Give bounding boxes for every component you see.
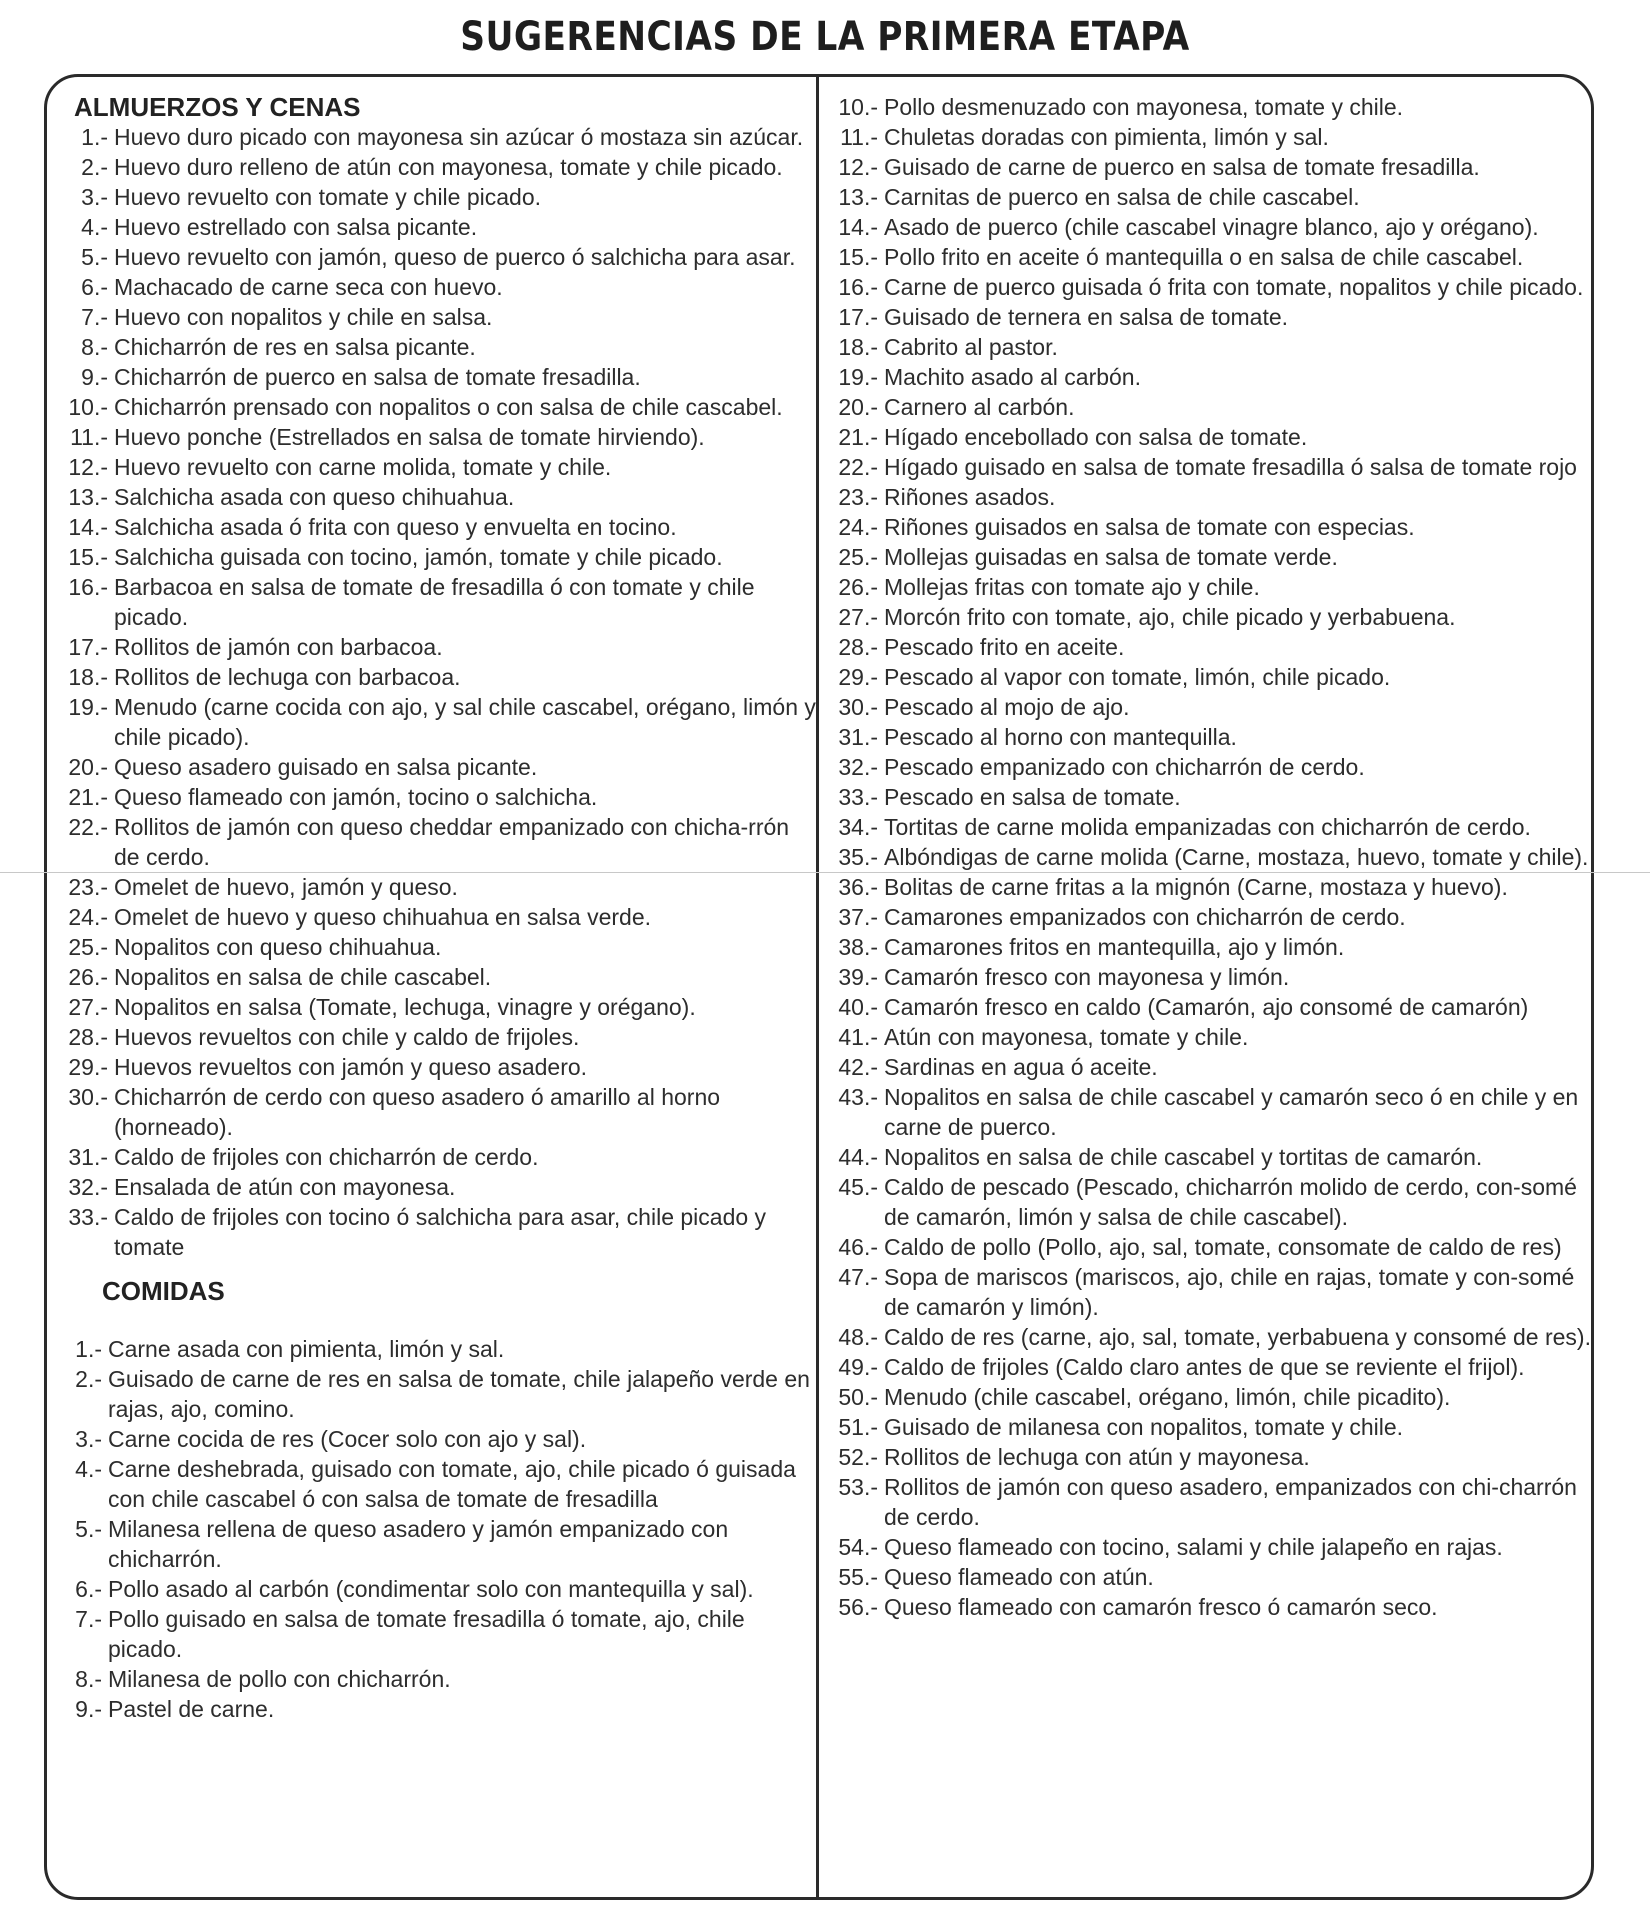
item-text: Caldo de frijoles con tocino ó salchicha para asar, chile picado y tomate xyxy=(114,1204,767,1260)
item-number: 20.- xyxy=(838,394,878,420)
item-number: 52.- xyxy=(838,1444,878,1470)
item-number: 22.- xyxy=(68,814,108,840)
item-text: Pollo frito en aceite ó mantequilla o en salsa de chile cascabel. xyxy=(884,244,1524,270)
item-number: 10.- xyxy=(68,394,108,420)
item-text: Rollitos de jamón con queso asadero, empanizados con chi-charrón de cerdo. xyxy=(884,1474,1577,1530)
list-item xyxy=(50,1334,816,1364)
item-number: 53.- xyxy=(838,1474,878,1500)
item-number: 8.- xyxy=(75,1666,102,1692)
item-text: Cabrito al pastor. xyxy=(884,334,1058,360)
comidas-list xyxy=(50,1334,816,1724)
item-number: 35.- xyxy=(838,844,878,870)
item-number: 19.- xyxy=(838,364,878,390)
item-number: 17.- xyxy=(68,634,108,660)
item-number: 4.- xyxy=(75,1456,102,1482)
list-item xyxy=(822,992,1592,1022)
item-number: 56.- xyxy=(838,1594,878,1620)
item-number: 29.- xyxy=(838,664,878,690)
item-number: 14.- xyxy=(68,514,108,540)
list-item xyxy=(50,1454,816,1514)
item-text: Sardinas en agua ó aceite. xyxy=(884,1054,1158,1080)
item-text: Mollejas fritas con tomate ajo y chile. xyxy=(884,574,1260,600)
list-item xyxy=(50,302,816,332)
item-number: 28.- xyxy=(68,1024,108,1050)
list-item xyxy=(822,92,1592,122)
list-item xyxy=(50,332,816,362)
list-item xyxy=(822,392,1592,422)
list-item xyxy=(50,782,816,812)
item-text: Guisado de carne de puerco en salsa de tomate fresadilla. xyxy=(884,154,1480,180)
list-item xyxy=(822,632,1592,662)
item-number: 49.- xyxy=(838,1354,878,1380)
list-item xyxy=(822,1532,1592,1562)
item-text: Guisado de carne de res en salsa de tomate, chile jalapeño verde en rajas, ajo, comino. xyxy=(108,1366,810,1422)
item-text: Chicharrón prensado con nopalitos o con salsa de chile cascabel. xyxy=(114,394,783,420)
item-number: 44.- xyxy=(838,1144,878,1170)
item-number: 38.- xyxy=(838,934,878,960)
list-item xyxy=(822,152,1592,182)
list-item xyxy=(822,302,1592,332)
item-number: 32.- xyxy=(838,754,878,780)
item-number: 3.- xyxy=(75,1426,102,1452)
comidas-continued-list xyxy=(822,92,1592,1622)
item-number: 22.- xyxy=(838,454,878,480)
item-number: 16.- xyxy=(838,274,878,300)
item-number: 55.- xyxy=(838,1564,878,1590)
item-number: 23.- xyxy=(838,484,878,510)
list-item xyxy=(822,932,1592,962)
item-text: Camarón fresco en caldo (Camarón, ajo consomé de camarón) xyxy=(884,994,1529,1020)
item-number: 12.- xyxy=(838,154,878,180)
item-text: Caldo de res (carne, ajo, sal, tomate, yerbabuena y consomé de res). xyxy=(884,1324,1591,1350)
list-item xyxy=(822,122,1592,152)
item-number: 54.- xyxy=(838,1534,878,1560)
item-text: Pastel de carne. xyxy=(108,1696,275,1722)
item-number: 24.- xyxy=(68,904,108,930)
item-number: 45.- xyxy=(838,1174,878,1200)
list-item xyxy=(822,1022,1592,1052)
item-text: Nopalitos en salsa de chile cascabel y tortitas de camarón. xyxy=(884,1144,1483,1170)
item-number: 18.- xyxy=(68,664,108,690)
list-item xyxy=(50,872,816,902)
list-item xyxy=(822,1082,1592,1142)
item-text: Milanesa rellena de queso asadero y jamón empanizado con chicharrón. xyxy=(108,1516,729,1572)
list-item xyxy=(822,542,1592,572)
item-text: Menudo (chile cascabel, orégano, limón, chile picadito). xyxy=(884,1384,1451,1410)
item-text: Rollitos de lechuga con atún y mayonesa. xyxy=(884,1444,1310,1470)
list-item xyxy=(50,1424,816,1454)
list-item xyxy=(822,752,1592,782)
item-text: Nopalitos en salsa de chile cascabel. xyxy=(114,964,492,990)
list-item xyxy=(822,692,1592,722)
list-item xyxy=(822,662,1592,692)
item-text: Hígado encebollado con salsa de tomate. xyxy=(884,424,1308,450)
item-text: Queso flameado con atún. xyxy=(884,1564,1154,1590)
right-column xyxy=(822,92,1592,1622)
list-item xyxy=(50,932,816,962)
almuerzos-list xyxy=(50,122,816,1262)
item-text: Caldo de pescado (Pescado, chicharrón molido de cerdo, con-somé de camarón, limón y salsa de chile cascabel). xyxy=(884,1174,1577,1230)
item-number: 47.- xyxy=(838,1264,878,1290)
item-text: Chicharrón de puerco en salsa de tomate fresadilla. xyxy=(114,364,641,390)
list-item xyxy=(822,512,1592,542)
item-text: Carne de puerco guisada ó frita con tomate, nopalitos y chile picado. xyxy=(884,274,1584,300)
item-text: Huevo revuelto con tomate y chile picado. xyxy=(114,184,542,210)
item-number: 42.- xyxy=(838,1054,878,1080)
item-number: 7.- xyxy=(75,1606,102,1632)
item-number: 23.- xyxy=(68,874,108,900)
list-item xyxy=(822,1412,1592,1442)
list-item xyxy=(50,1514,816,1574)
list-item xyxy=(822,812,1592,842)
list-item xyxy=(50,422,816,452)
item-text: Tortitas de carne molida empanizadas con chicharrón de cerdo. xyxy=(884,814,1531,840)
list-item xyxy=(822,1472,1592,1532)
list-item xyxy=(822,1322,1592,1352)
list-item xyxy=(822,782,1592,812)
item-text: Camarones fritos en mantequilla, ajo y limón. xyxy=(884,934,1345,960)
list-item xyxy=(822,272,1592,302)
item-text: Queso flameado con tocino, salami y chile jalapeño en rajas. xyxy=(884,1534,1503,1560)
item-text: Machito asado al carbón. xyxy=(884,364,1141,390)
list-item xyxy=(822,1592,1592,1622)
item-text: Caldo de pollo (Pollo, ajo, sal, tomate, consomate de caldo de res) xyxy=(884,1234,1562,1260)
list-item xyxy=(50,272,816,302)
item-text: Camarones empanizados con chicharrón de cerdo. xyxy=(884,904,1406,930)
item-text: Queso flameado con jamón, tocino o salchicha. xyxy=(114,784,598,810)
item-text: Pescado al vapor con tomate, limón, chile picado. xyxy=(884,664,1391,690)
list-item xyxy=(50,482,816,512)
list-item xyxy=(50,452,816,482)
list-item xyxy=(50,1022,816,1052)
list-item xyxy=(50,692,816,752)
left-column xyxy=(50,92,816,1724)
list-item xyxy=(822,452,1592,482)
item-text: Pescado al mojo de ajo. xyxy=(884,694,1130,720)
item-number: 39.- xyxy=(838,964,878,990)
page-title: SUGERENCIAS DE LA PRIMERA ETAPA xyxy=(460,14,1190,60)
list-item xyxy=(822,1562,1592,1592)
list-item xyxy=(822,1052,1592,1082)
item-text: Carnero al carbón. xyxy=(884,394,1075,420)
item-number: 29.- xyxy=(68,1054,108,1080)
item-number: 33.- xyxy=(68,1204,108,1230)
item-number: 26.- xyxy=(68,964,108,990)
item-number: 34.- xyxy=(838,814,878,840)
item-number: 6.- xyxy=(81,274,108,300)
item-text: Omelet de huevo y queso chihuahua en salsa verde. xyxy=(114,904,652,930)
list-item xyxy=(50,662,816,692)
item-number: 11.- xyxy=(840,124,878,150)
list-item xyxy=(822,212,1592,242)
list-item xyxy=(822,362,1592,392)
item-number: 32.- xyxy=(68,1174,108,1200)
item-text: Omelet de huevo, jamón y queso. xyxy=(114,874,458,900)
item-text: Huevos revueltos con chile y caldo de frijoles. xyxy=(114,1024,580,1050)
item-text: Huevo duro relleno de atún con mayonesa, tomate y chile picado. xyxy=(114,154,783,180)
item-text: Guisado de ternera en salsa de tomate. xyxy=(884,304,1289,330)
almuerzos-heading: ALMUERZOS Y CENAS xyxy=(74,92,361,122)
item-number: 30.- xyxy=(838,694,878,720)
item-text: Salchicha guisada con tocino, jamón, tomate y chile picado. xyxy=(114,544,723,570)
item-number: 3.- xyxy=(81,184,108,210)
item-number: 17.- xyxy=(838,304,878,330)
list-item xyxy=(822,1262,1592,1322)
item-text: Sopa de mariscos (mariscos, ajo, chile en rajas, tomate y con-somé de camarón y limón). xyxy=(884,1264,1575,1320)
item-text: Rollitos de jamón con queso cheddar empanizado con chicha-rrón de cerdo. xyxy=(114,814,790,870)
list-item xyxy=(50,212,816,242)
item-text: Pollo asado al carbón (condimentar solo con mantequilla y sal). xyxy=(108,1576,754,1602)
item-text: Mollejas guisadas en salsa de tomate verde. xyxy=(884,544,1338,570)
item-number: 41.- xyxy=(838,1024,878,1050)
item-text: Salchicha asada con queso chihuahua. xyxy=(114,484,515,510)
item-number: 1.- xyxy=(75,1336,102,1362)
item-number: 21.- xyxy=(838,424,878,450)
list-item xyxy=(50,362,816,392)
list-item xyxy=(50,1364,816,1424)
item-text: Camarón fresco con mayonesa y limón. xyxy=(884,964,1290,990)
list-item xyxy=(822,902,1592,932)
list-item xyxy=(822,182,1592,212)
item-text: Huevo ponche (Estrellados en salsa de tomate hirviendo). xyxy=(114,424,705,450)
item-text: Huevo con nopalitos y chile en salsa. xyxy=(114,304,493,330)
item-text: Albóndigas de carne molida (Carne, mostaza, huevo, tomate y chile). xyxy=(884,844,1589,870)
item-number: 13.- xyxy=(838,184,878,210)
item-number: 7.- xyxy=(81,304,108,330)
item-number: 19.- xyxy=(68,694,108,720)
item-number: 31.- xyxy=(838,724,878,750)
item-text: Queso flameado con camarón fresco ó camarón seco. xyxy=(884,1594,1438,1620)
list-item xyxy=(822,1232,1592,1262)
item-number: 5.- xyxy=(75,1516,102,1542)
item-text: Carne cocida de res (Cocer solo con ajo y sal). xyxy=(108,1426,587,1452)
item-number: 6.- xyxy=(75,1576,102,1602)
item-text: Pescado frito en aceite. xyxy=(884,634,1125,660)
item-number: 36.- xyxy=(838,874,878,900)
list-item xyxy=(822,1352,1592,1382)
list-item xyxy=(50,572,816,632)
item-number: 5.- xyxy=(81,244,108,270)
item-text: Riñones guisados en salsa de tomate con especias. xyxy=(884,514,1415,540)
item-text: Chuletas doradas con pimienta, limón y sal. xyxy=(884,124,1329,150)
item-text: Carne asada con pimienta, limón y sal. xyxy=(108,1336,505,1362)
item-number: 12.- xyxy=(68,454,108,480)
list-item xyxy=(822,872,1592,902)
item-text: Pescado empanizado con chicharrón de cerdo. xyxy=(884,754,1365,780)
item-text: Salchicha asada ó frita con queso y envuelta en tocino. xyxy=(114,514,677,540)
item-number: 43.- xyxy=(838,1084,878,1110)
list-item xyxy=(50,392,816,422)
item-number: 16.- xyxy=(68,574,108,600)
item-text: Barbacoa en salsa de tomate de fresadilla ó con tomate y chile picado. xyxy=(114,574,755,630)
item-text: Atún con mayonesa, tomate y chile. xyxy=(884,1024,1249,1050)
item-text: Milanesa de pollo con chicharrón. xyxy=(108,1666,451,1692)
item-text: Huevos revueltos con jamón y queso asadero. xyxy=(114,1054,588,1080)
item-text: Asado de puerco (chile cascabel vinagre blanco, ajo y orégano). xyxy=(884,214,1539,240)
list-item xyxy=(50,542,816,572)
item-text: Hígado guisado en salsa de tomate fresadilla ó salsa de tomate rojo xyxy=(884,454,1577,480)
list-item xyxy=(822,722,1592,752)
item-text: Caldo de frijoles (Caldo claro antes de que se reviente el frijol). xyxy=(884,1354,1525,1380)
comidas-heading: COMIDAS xyxy=(102,1276,225,1306)
item-number: 33.- xyxy=(838,784,878,810)
list-item xyxy=(822,482,1592,512)
list-item xyxy=(822,242,1592,272)
item-number: 25.- xyxy=(838,544,878,570)
list-item xyxy=(822,1172,1592,1232)
item-number: 27.- xyxy=(68,994,108,1020)
item-number: 48.- xyxy=(838,1324,878,1350)
item-text: Huevo revuelto con carne molida, tomate y chile. xyxy=(114,454,612,480)
item-number: 14.- xyxy=(838,214,878,240)
item-number: 15.- xyxy=(68,544,108,570)
list-item xyxy=(50,1142,816,1172)
item-text: Pollo guisado en salsa de tomate fresadilla ó tomate, ajo, chile picado. xyxy=(108,1606,745,1662)
item-number: 18.- xyxy=(838,334,878,360)
item-number: 27.- xyxy=(838,604,878,630)
list-item xyxy=(50,152,816,182)
item-text: Pescado en salsa de tomate. xyxy=(884,784,1181,810)
item-text: Menudo (carne cocida con ajo, y sal chile cascabel, orégano, limón y chile picado). xyxy=(114,694,816,750)
list-item xyxy=(50,992,816,1022)
item-text: Bolitas de carne fritas a la mignón (Carne, mostaza y huevo). xyxy=(884,874,1508,900)
list-item xyxy=(822,422,1592,452)
list-item xyxy=(822,1442,1592,1472)
item-text: Huevo estrellado con salsa picante. xyxy=(114,214,478,240)
item-text: Nopalitos con queso chihuahua. xyxy=(114,934,442,960)
column-divider xyxy=(816,76,819,1898)
item-text: Huevo revuelto con jamón, queso de puerco ó salchicha para asar. xyxy=(114,244,796,270)
item-text: Rollitos de jamón con barbacoa. xyxy=(114,634,443,660)
list-item xyxy=(822,332,1592,362)
item-number: 51.- xyxy=(838,1414,878,1440)
item-text: Ensalada de atún con mayonesa. xyxy=(114,1174,456,1200)
list-item xyxy=(50,752,816,782)
item-text: Pollo desmenuzado con mayonesa, tomate y chile. xyxy=(884,94,1404,120)
item-text: Huevo duro picado con mayonesa sin azúcar ó mostaza sin azúcar. xyxy=(114,124,804,150)
item-text: Carnitas de puerco en salsa de chile cascabel. xyxy=(884,184,1360,210)
item-number: 8.- xyxy=(81,334,108,360)
list-item xyxy=(822,1142,1592,1172)
item-number: 40.- xyxy=(838,994,878,1020)
list-item xyxy=(822,1382,1592,1412)
list-item xyxy=(50,1694,816,1724)
list-item xyxy=(50,962,816,992)
item-number: 11.- xyxy=(70,424,108,450)
item-number: 46.- xyxy=(838,1234,878,1260)
item-number: 24.- xyxy=(838,514,878,540)
item-text: Riñones asados. xyxy=(884,484,1056,510)
item-number: 15.- xyxy=(838,244,878,270)
list-item xyxy=(50,632,816,662)
item-number: 2.- xyxy=(75,1366,102,1392)
list-item xyxy=(50,1604,816,1664)
item-number: 30.- xyxy=(68,1084,108,1110)
list-item xyxy=(822,842,1592,872)
item-number: 31.- xyxy=(68,1144,108,1170)
item-text: Rollitos de lechuga con barbacoa. xyxy=(114,664,461,690)
list-item xyxy=(50,182,816,212)
item-number: 4.- xyxy=(81,214,108,240)
list-item xyxy=(50,1202,816,1262)
item-text: Queso asadero guisado en salsa picante. xyxy=(114,754,538,780)
list-item xyxy=(50,1172,816,1202)
list-item xyxy=(50,1574,816,1604)
list-item xyxy=(822,572,1592,602)
item-text: Nopalitos en salsa (Tomate, lechuga, vinagre y orégano). xyxy=(114,994,696,1020)
item-number: 20.- xyxy=(68,754,108,780)
list-item xyxy=(50,242,816,272)
item-text: Pescado al horno con mantequilla. xyxy=(884,724,1237,750)
item-number: 9.- xyxy=(75,1696,102,1722)
item-number: 37.- xyxy=(838,904,878,930)
item-number: 9.- xyxy=(81,364,108,390)
list-item xyxy=(50,1052,816,1082)
item-text: Chicharrón de cerdo con queso asadero ó amarillo al horno (horneado). xyxy=(114,1084,721,1140)
list-item xyxy=(822,602,1592,632)
item-number: 2.- xyxy=(81,154,108,180)
item-number: 25.- xyxy=(68,934,108,960)
list-item xyxy=(50,512,816,542)
item-number: 21.- xyxy=(68,784,108,810)
item-number: 50.- xyxy=(838,1384,878,1410)
item-text: Guisado de milanesa con nopalitos, tomate y chile. xyxy=(884,1414,1404,1440)
item-text: Nopalitos en salsa de chile cascabel y camarón seco ó en chile y en carne de puerco. xyxy=(884,1084,1579,1140)
item-text: Chicharrón de res en salsa picante. xyxy=(114,334,476,360)
item-text: Morcón frito con tomate, ajo, chile picado y yerbabuena. xyxy=(884,604,1456,630)
item-number: 13.- xyxy=(68,484,108,510)
list-item xyxy=(822,962,1592,992)
list-item xyxy=(50,902,816,932)
item-number: 28.- xyxy=(838,634,878,660)
item-text: Caldo de frijoles con chicharrón de cerdo. xyxy=(114,1144,539,1170)
list-item xyxy=(50,1082,816,1142)
item-text: Machacado de carne seca con huevo. xyxy=(114,274,503,300)
item-number: 10.- xyxy=(838,94,878,120)
item-number: 26.- xyxy=(838,574,878,600)
list-item xyxy=(50,1664,816,1694)
item-text: Carne deshebrada, guisado con tomate, ajo, chile picado ó guisada con chile cascabel ó con salsa de tomate de fresadilla xyxy=(108,1456,796,1512)
list-item xyxy=(50,812,816,872)
item-number: 1.- xyxy=(81,124,108,150)
list-item xyxy=(50,122,816,152)
